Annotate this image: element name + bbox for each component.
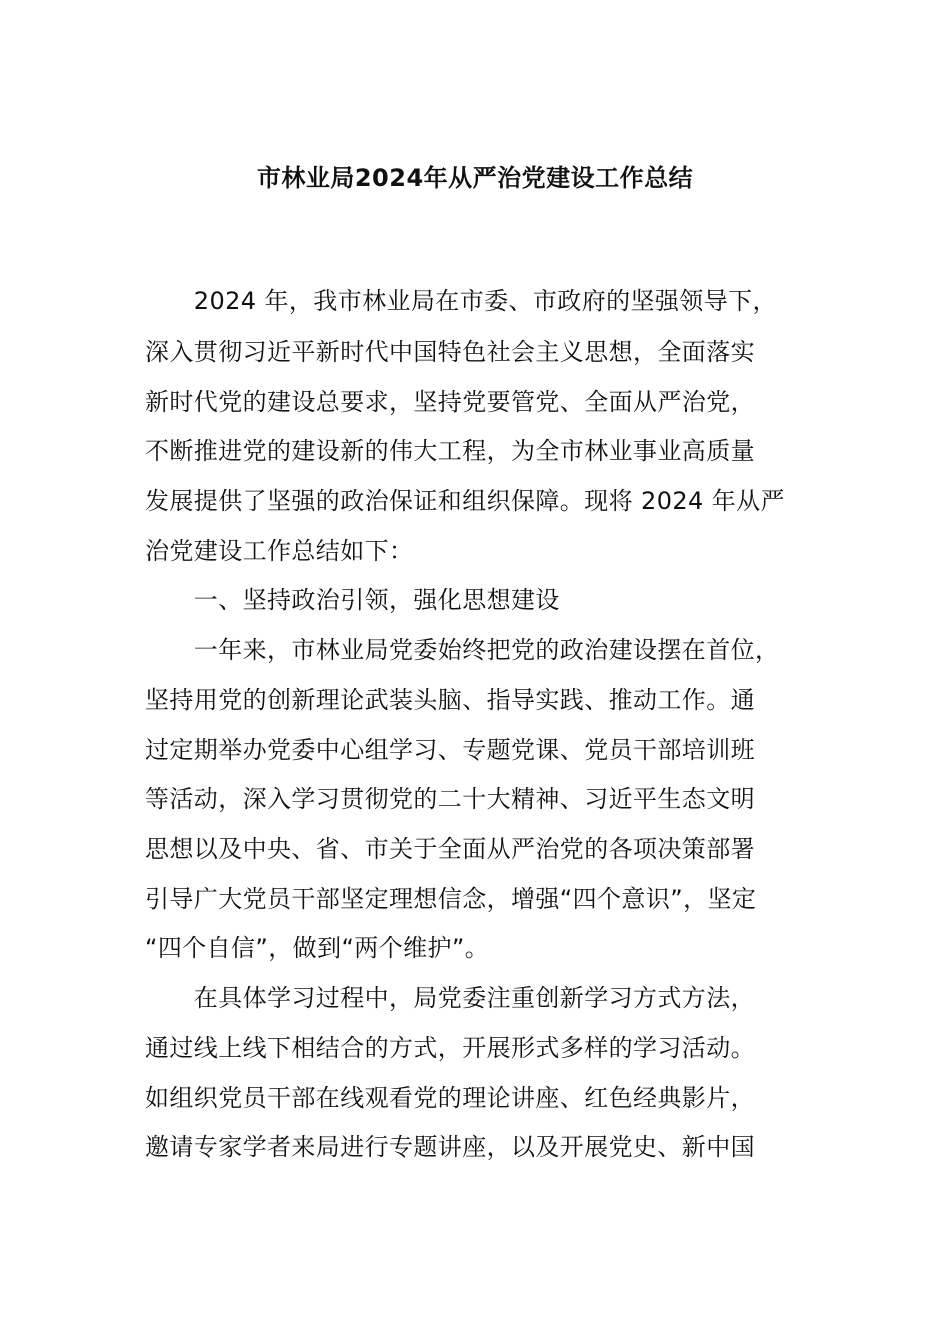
- paragraph-line: 引导广大党员干部坚定理想信念，增强“四个意识”，坚定: [145, 885, 757, 913]
- paragraph-line: “四个自信”，做到“两个维护”。: [145, 934, 490, 962]
- paragraph-line: 等活动，深入学习贯彻党的二十大精神、习近平生态文明: [145, 785, 755, 813]
- paragraph-line: 邀请专家学者来局进行专题讲座，以及开展党史、新中国: [145, 1133, 755, 1161]
- paragraph-line: 在具体学习过程中，局党委注重创新学习方式方法，: [145, 984, 755, 1012]
- paragraph-line: 不断推进党的建设新的伟大工程，为全市林业事业高质量: [145, 437, 755, 465]
- paragraph-line: 深入贯彻习近平新时代中国特色社会主义思想，全面落实: [145, 338, 755, 366]
- paragraph-line: 一年来，市林业局党委始终把党的政治建设摆在首位，: [145, 636, 780, 664]
- paragraph-line: 发展提供了坚强的政治保证和组织保障。现将 2024 年从严: [145, 487, 785, 515]
- document-title: 市林业局2024年从严治党建设工作总结: [256, 164, 694, 192]
- paragraph-line: 坚持用党的创新理论武装头脑、指导实践、推动工作。通: [145, 686, 755, 714]
- section-heading: 一、坚持政治引领，强化思想建设: [145, 586, 560, 614]
- paragraph-line: 2024 年，我市林业局在市委、市政府的坚强领导下，: [145, 287, 777, 315]
- paragraph-line: 治党建设工作总结如下：: [145, 537, 414, 565]
- paragraph-line: 过定期举办党委中心组学习、专题党课、党员干部培训班: [145, 736, 755, 764]
- paragraph-line: 如组织党员干部在线观看党的理论讲座、红色经典影片，: [145, 1084, 755, 1112]
- paragraph-line: 思想以及中央、省、市关于全面从严治党的各项决策部署: [145, 835, 755, 863]
- paragraph-line: 新时代党的建设总要求，坚持党要管党、全面从严治党，: [145, 388, 755, 416]
- paragraph-line: 通过线上线下相结合的方式，开展形式多样的学习活动。: [145, 1034, 755, 1062]
